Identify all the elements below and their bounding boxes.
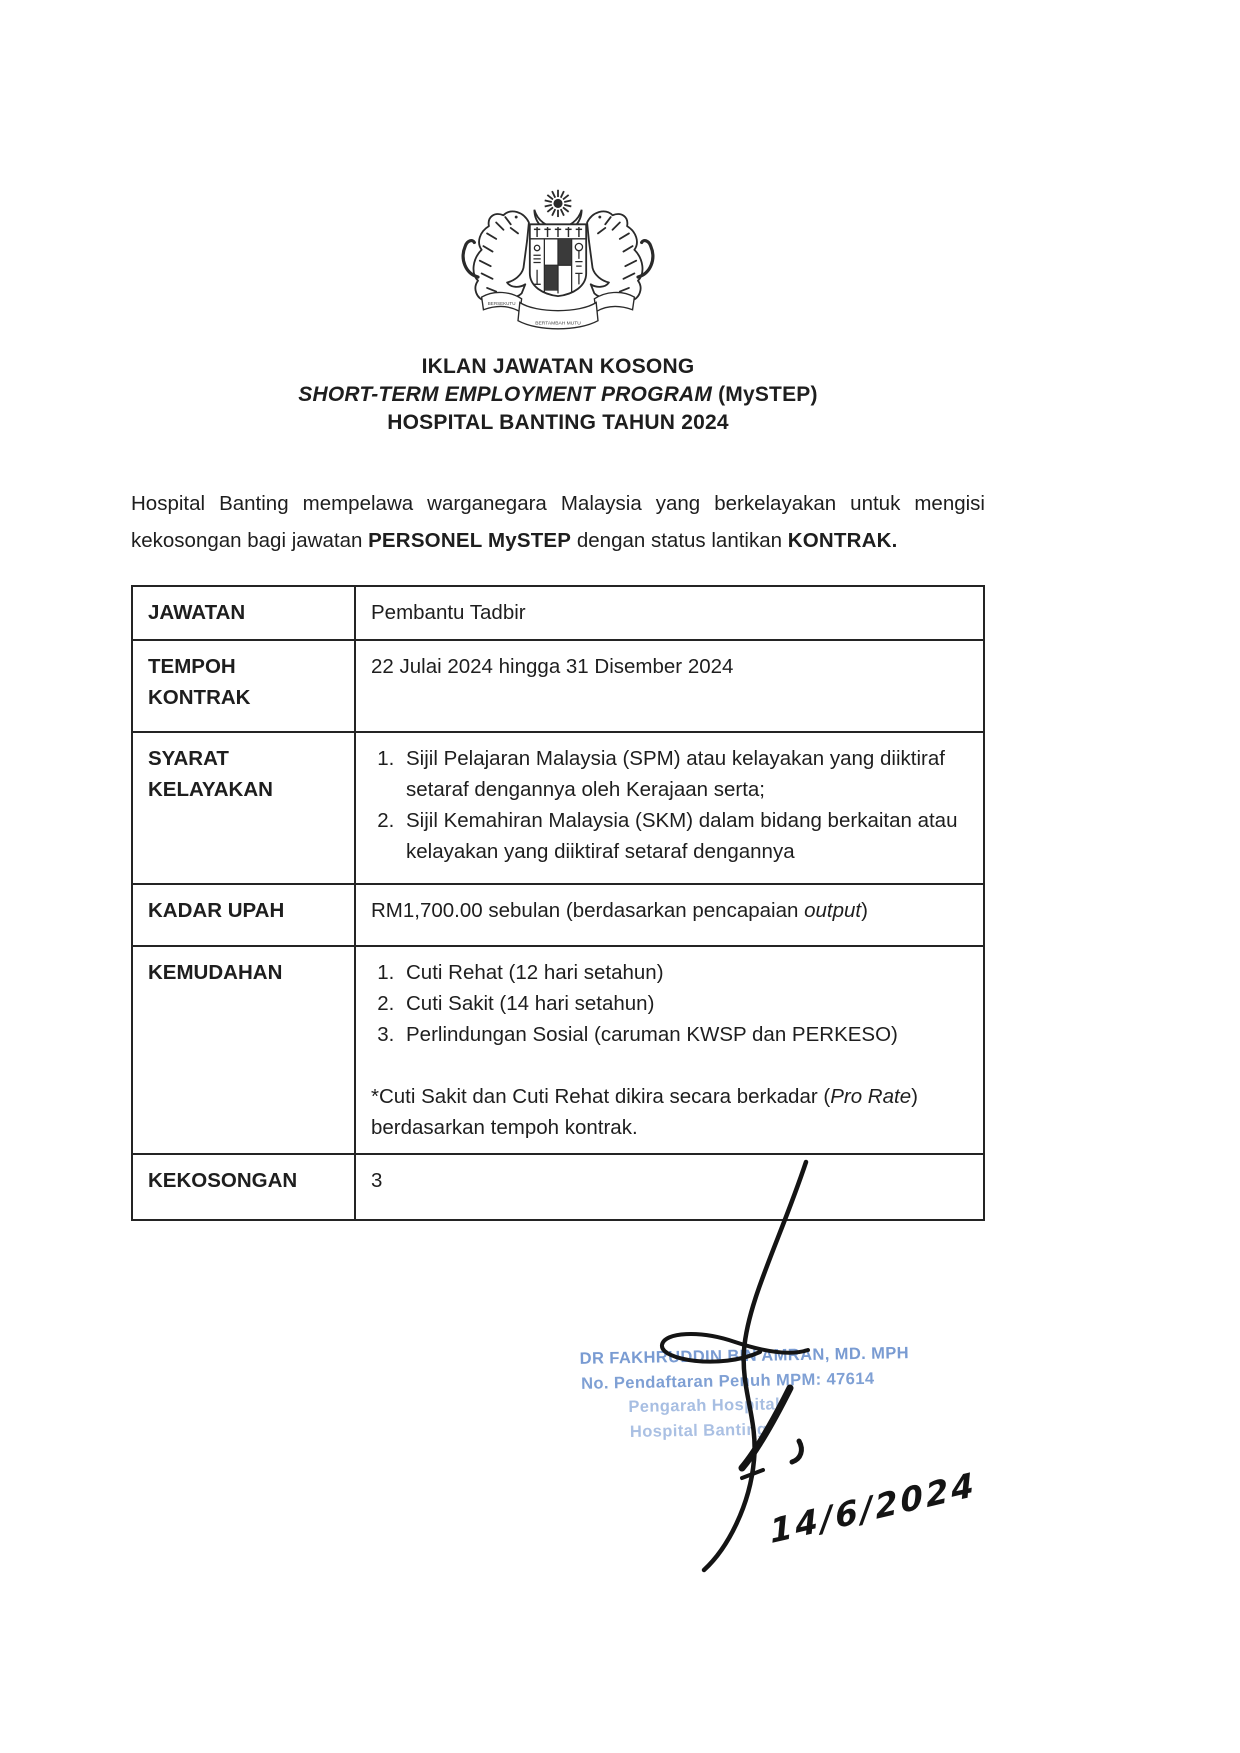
document-title-block bbox=[131, 353, 985, 437]
label-kekosongan: KEKOSONGAN bbox=[132, 1154, 355, 1220]
kadar-text-2: ) bbox=[861, 899, 868, 922]
title-line-3: HOSPITAL BANTING TAHUN 2024 bbox=[387, 411, 729, 434]
intro-bold-kontrak: KONTRAK. bbox=[787, 529, 898, 552]
intro-text-1: Hospital Banting mempelawa warganegara Malaysia yang berkelayakan untuk mengisi kekosongan bagi jawatan bbox=[131, 492, 985, 552]
syarat-item: 2. Sijil Kemahiran Malaysia (SKM) dalam bidang berkaitan atau kelayakan yang diiktiraf setaraf dengannya bbox=[400, 805, 968, 867]
value-kadar-upah bbox=[355, 884, 984, 946]
kemudahan-item: 3. Perlindungan Sosial (caruman KWSP dan PERKESO) bbox=[400, 1019, 968, 1050]
kadar-italic-output: output bbox=[804, 899, 862, 922]
title-line-1: IKLAN JAWATAN KOSONG bbox=[421, 355, 695, 378]
intro-text-2: dengan status lantikan bbox=[571, 529, 788, 552]
value-tempoh-kontrak: 22 Julai 2024 hingga 31 Disember 2024 bbox=[355, 640, 984, 732]
intro-bold-personel-mystep: PERSONEL MySTEP bbox=[368, 529, 572, 552]
motto-left-text: BERSEKUTU bbox=[487, 301, 516, 307]
kemudahan-item: 2. Cuti Sakit (14 hari setahun) bbox=[400, 988, 968, 1019]
handwritten-date: 14/6/2024 bbox=[768, 1464, 979, 1552]
note-text-2: ) berdasarkan tempoh kontrak. bbox=[371, 1085, 918, 1139]
value-kekosongan: 3 bbox=[355, 1154, 984, 1220]
label-jawatan: JAWATAN bbox=[132, 586, 355, 640]
table-row-jawatan bbox=[132, 586, 984, 640]
kadar-text-1: RM1,700.00 sebulan (berdasarkan pencapaian bbox=[371, 899, 805, 922]
value-syarat-kelayakan bbox=[355, 732, 984, 884]
label-tempoh-kontrak: TEMPOH KONTRAK bbox=[132, 640, 355, 732]
label-kemudahan: KEMUDAHAN bbox=[132, 946, 355, 1154]
vacancy-table bbox=[131, 585, 985, 1221]
pro-rate-note bbox=[371, 1081, 968, 1143]
director-stamp bbox=[544, 1341, 946, 1446]
syarat-item: 1. Sijil Pelajaran Malaysia (SPM) atau kelayakan yang diiktiraf setaraf dengannya oleh Kerajaan serta; bbox=[400, 743, 968, 805]
table-row-kemudahan bbox=[132, 946, 984, 1154]
stamp-name-line: DR FAKHRUDDIN BIN AMRAN, MD. MPH bbox=[579, 1344, 910, 1368]
syarat-list bbox=[371, 743, 968, 867]
intro-paragraph bbox=[131, 485, 985, 559]
label-kadar-upah: KADAR UPAH bbox=[132, 884, 355, 946]
note-italic-pro-rate: Pro Rate bbox=[830, 1085, 912, 1108]
stamp-position-line: Pengarah Hospital bbox=[628, 1395, 781, 1417]
value-kemudahan bbox=[355, 946, 984, 1154]
note-text-1: *Cuti Sakit dan Cuti Rehat dikira secara berkadar ( bbox=[371, 1085, 831, 1108]
table-row-tempoh-kontrak bbox=[132, 640, 984, 732]
kemudahan-item: 1. Cuti Rehat (12 hari setahun) bbox=[400, 957, 968, 988]
title-line-2-italic: SHORT-TERM EMPLOYMENT PROGRAM bbox=[298, 383, 713, 406]
table-row-syarat-kelayakan bbox=[132, 732, 984, 884]
label-syarat-kelayakan: SYARAT KELAYAKAN bbox=[132, 732, 355, 884]
title-line-2 bbox=[131, 381, 985, 409]
table-row-kekosongan bbox=[132, 1154, 984, 1220]
stamp-hospital-line: Hospital Banting bbox=[629, 1420, 768, 1441]
motto-center-text: BERTAMBAH MUTU bbox=[535, 321, 581, 327]
coat-of-arms-graphic bbox=[458, 186, 658, 339]
table-row-kadar-upah bbox=[132, 884, 984, 946]
value-jawatan: Pembantu Tadbir bbox=[355, 586, 984, 640]
malaysia-coat-of-arms bbox=[458, 186, 658, 339]
title-line-2-plain: (MySTEP) bbox=[712, 383, 818, 406]
kemudahan-list bbox=[371, 957, 968, 1050]
stamp-registration-line: No. Pendaftaran Penuh MPM: 47614 bbox=[580, 1369, 875, 1393]
